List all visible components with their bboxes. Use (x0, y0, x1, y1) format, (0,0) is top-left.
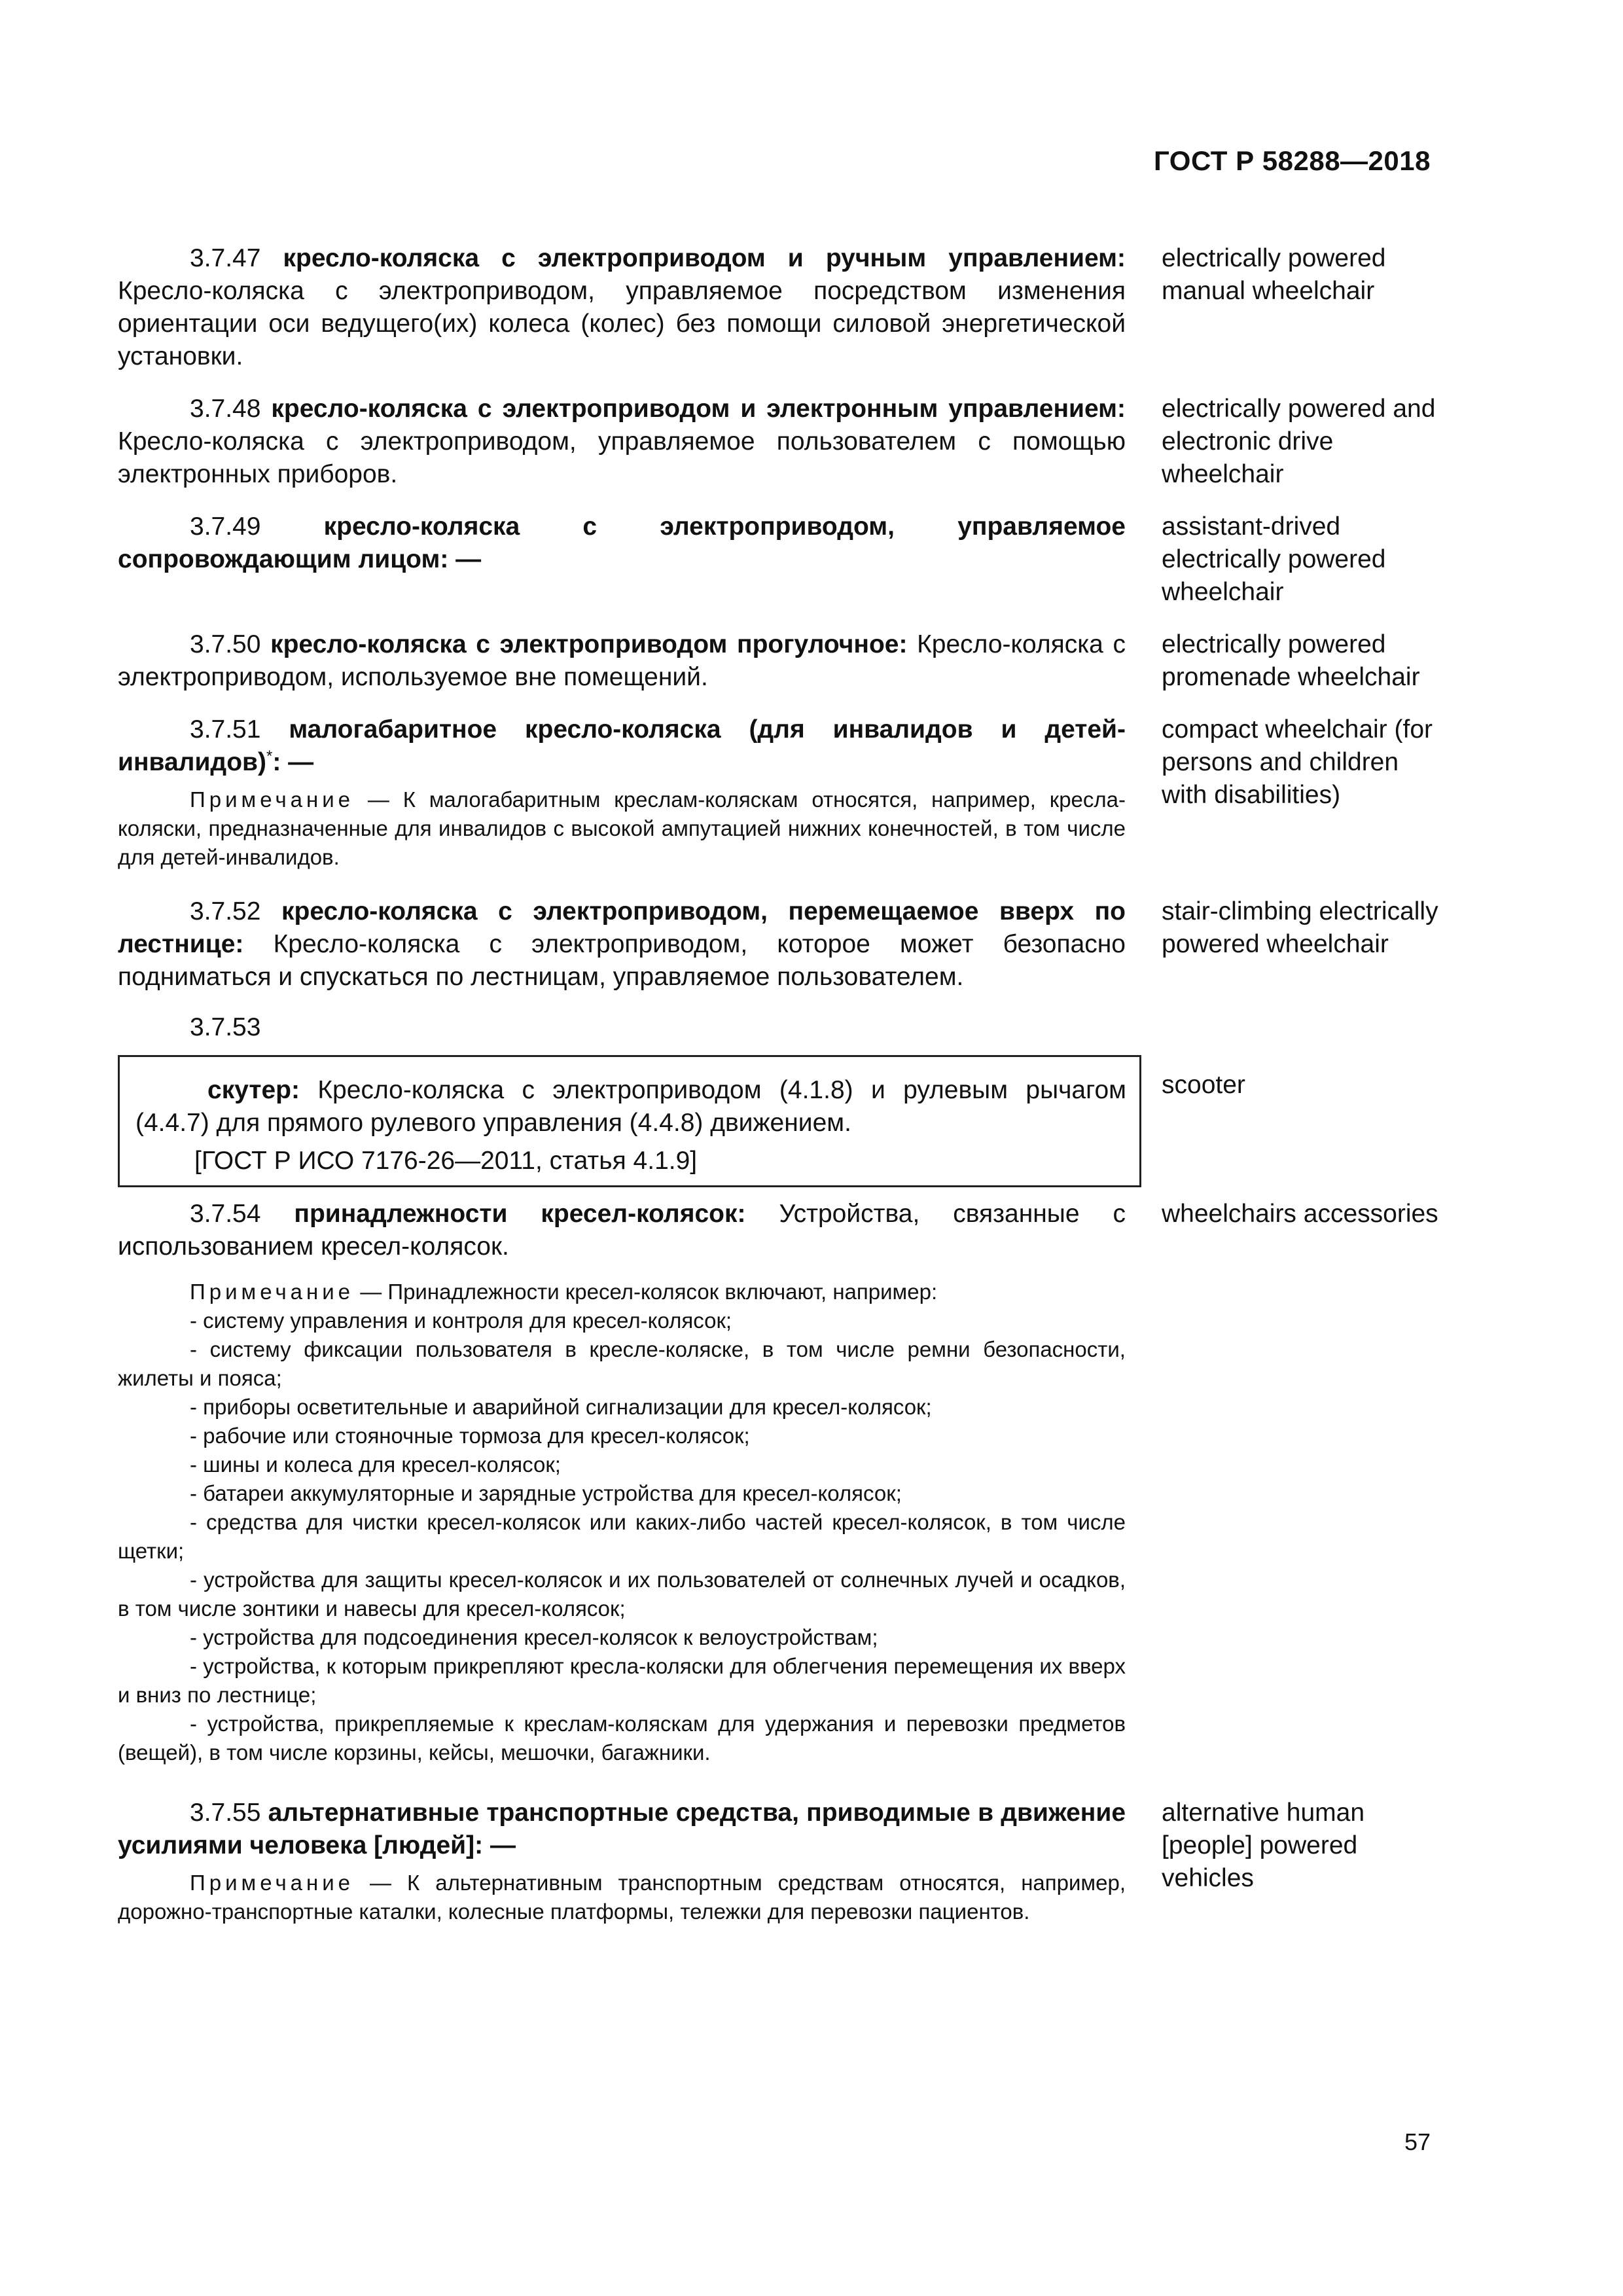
term-number: 3.7.50 (190, 630, 261, 658)
term-english-equivalent: electrically powered manual wheelchair (1162, 244, 1386, 305)
term-number: 3.7.47 (190, 244, 261, 272)
term-entry-ru (118, 628, 1126, 694)
document-code-header: ГОСТ Р 58288—2018 (1154, 145, 1431, 176)
term-title: кресло-коляска с электроприводом, управляемое сопровождающим лицом: — (118, 512, 1126, 573)
note-list-item: - рабочие или стояночные тормоза для кресел-колясок; (118, 1422, 1126, 1450)
term-english-equivalent: alternative human [people] powered vehicles (1162, 1799, 1365, 1892)
term-definition: Кресло-коляска с электроприводом (4.1.8) и рулевым рычагом (4.4.7) для прямого рулевого управления (4.4.8) движением. (135, 1076, 1126, 1137)
note-list-item: - систему управления и контроля для кресел-колясок; (118, 1306, 1126, 1335)
note-list-item: - устройства для защиты кресел-колясок и их пользователей от солнечных лучей и осадков, в том числе зонтики и навесы для кресел-колясок; (118, 1566, 1126, 1623)
term-title: кресло-коляска с электроприводом прогулочное: (270, 630, 908, 658)
term-title: принадлежности кресел-колясок: (294, 1200, 746, 1228)
note-list-item: - средства для чистки кресел-колясок или каких-либо частей кресел-колясок, в том числе щетки; (118, 1508, 1126, 1566)
term-definition: Кресло-коляска с электроприводом, используемое вне помещений. (118, 630, 1126, 691)
footnote-marker: * (266, 747, 273, 765)
note-list-item: - систему фиксации пользователя в кресле-коляске, в том числе ремни безопасности, жилеты и пояса; (118, 1335, 1126, 1393)
note-list-item: - устройства, к которым прикрепляют кресла-коляски для облегчения перемещения их вверх и вниз по лестнице; (118, 1652, 1126, 1710)
note-text: — К малогабаритным креслам-коляскам относятся, например, кресла-коляски, предназначенные для инвалидов с высокой ампутацией нижних конечностей, в том числе для детей-инвалидов. (118, 787, 1126, 869)
note-list-item: - батареи аккумуляторные и зарядные устройства для кресел-колясок; (118, 1479, 1126, 1508)
term-entry-ru (118, 1198, 1126, 1767)
note-list-item: - шины и колеса для кресел-колясок; (118, 1450, 1126, 1479)
note-block (118, 785, 1126, 872)
term-entry-ru (135, 1074, 1126, 1139)
note-list-item: - устройства для подсоединения кресел-колясок к велоустройствам; (118, 1623, 1126, 1652)
term-english-equivalent: wheelchairs accessories (1162, 1200, 1438, 1228)
note-text: — К альтернативным транспортным средствам относятся, например, дорожно-транспортные каталки, колесные платформы, тележки для перевозки пациентов. (118, 1871, 1126, 1924)
term-title: кресло-коляска с электроприводом и электронным управлением: (271, 395, 1126, 423)
page-number: 57 (1404, 2128, 1431, 2155)
term-entry-ru (118, 242, 1126, 373)
term-definition: Кресло-коляска с электроприводом, которое может безопасно подниматься и спускаться по лестницам, управляемое пользователем. (118, 930, 1126, 991)
note-list-item: - устройства, прикрепляемые к креслам-коляскам для удержания и перевозки предметов (вещей), в том числе корзины, кейсы, мешочки, багажники. (118, 1710, 1126, 1767)
note-text: — Принадлежности кресел-колясок включают, например: (360, 1280, 938, 1304)
term-title: кресло-коляска с электроприводом, перемещаемое вверх по лестнице: (118, 897, 1126, 958)
term-number: 3.7.54 (190, 1200, 261, 1228)
term-english-equivalent: stair-climbing electrically powered wheelchair (1162, 897, 1438, 958)
term-english-equivalent: scooter (1162, 1071, 1245, 1099)
term-english-equivalent: electrically powered and electronic drive wheelchair (1162, 395, 1436, 488)
term-number: 3.7.55 (190, 1799, 261, 1827)
term-entry-ru (118, 393, 1126, 491)
term-title: кресло-коляска с электроприводом и ручным управлением: (283, 244, 1126, 272)
term-number: 3.7.48 (190, 395, 261, 423)
term-number: 3.7.52 (190, 897, 261, 925)
term-definition: Устройства, связанные с использованием кресел-колясок. (118, 1200, 1126, 1261)
term-title: малогабаритное кресло-коляска (для инвалидов и детей-инвалидов) (118, 715, 1126, 776)
term-english-equivalent: assistant-drived electrically powered wheelchair (1162, 512, 1386, 606)
term-english-equivalent: electrically powered promenade wheelchair (1162, 630, 1420, 691)
term-definition: Кресло-коляска с электроприводом, управляемое посредством изменения ориентации оси ведущего(их) колеса (колес) без помощи силовой энергетической установки. (118, 277, 1126, 370)
term-number: 3.7.53 (190, 1013, 261, 1041)
note-list-item: - приборы осветительные и аварийной сигнализации для кресел-колясок; (118, 1393, 1126, 1422)
term-entry-ru (118, 1797, 1126, 1926)
term-source-reference: [ГОСТ Р ИСО 7176-26—2011, статья 4.1.9] (194, 1147, 698, 1175)
term-entry-3-7-53-box (118, 1055, 1141, 1187)
term-number: 3.7.51 (190, 715, 261, 744)
term-number: 3.7.49 (190, 512, 261, 541)
note-label: Примечание (190, 787, 355, 812)
note-label: Примечание (190, 1280, 355, 1304)
note-block (118, 1869, 1126, 1926)
term-entry-ru (118, 895, 1126, 994)
term-title-tail: : — (272, 748, 314, 776)
note-block (118, 1278, 1126, 1767)
term-entry-ru (118, 511, 1126, 576)
term-definition: Кресло-коляска с электроприводом, управляемое пользователем с помощью электронных приборов. (118, 427, 1126, 488)
term-title: альтернативные транспортные средства, приводимые в движение усилиями человека [людей]: — (118, 1799, 1126, 1859)
note-label: Примечание (190, 1871, 355, 1895)
term-entry-ru (118, 713, 1126, 872)
term-title: скутер: (207, 1076, 300, 1104)
term-english-equivalent: compact wheelchair (for persons and children with disabilities) (1162, 715, 1433, 809)
